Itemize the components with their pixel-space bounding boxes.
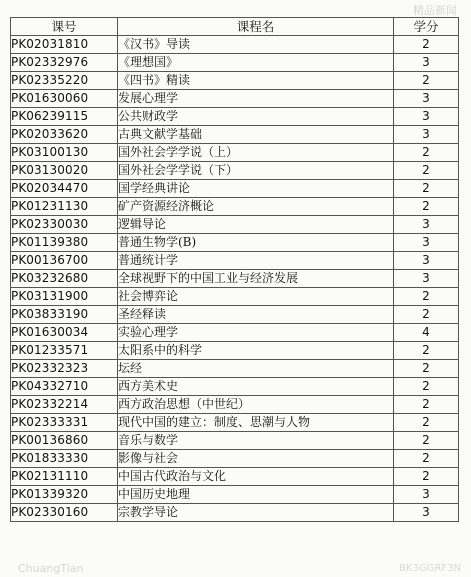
- credits-cell: 2: [394, 450, 459, 468]
- course-table-header: [11, 18, 459, 36]
- table-row: [11, 270, 459, 288]
- course-name-cell: 《汉书》导读: [118, 36, 394, 54]
- course-name-cell: 矿产资源经济概论: [118, 198, 394, 216]
- course-name-cell: 影像与社会: [118, 450, 394, 468]
- course-name-cell: 《四书》精读: [118, 72, 394, 90]
- course-id-cell: PK00136860: [11, 432, 118, 450]
- table-row: [11, 468, 459, 486]
- table-row: [11, 378, 459, 396]
- credits-cell: 2: [394, 36, 459, 54]
- table-row: [11, 306, 459, 324]
- table-row: [11, 216, 459, 234]
- course-id-cell: PK02330030: [11, 216, 118, 234]
- course-id-cell: PK02131110: [11, 468, 118, 486]
- header-credits: 学分: [394, 18, 459, 36]
- course-name-cell: 国外社会学学说（下）: [118, 162, 394, 180]
- course-id-cell: PK03100130: [11, 144, 118, 162]
- course-table-body: [11, 36, 459, 522]
- table-row: [11, 432, 459, 450]
- course-name-cell: 普通统计学: [118, 252, 394, 270]
- credits-cell: 3: [394, 54, 459, 72]
- course-name-cell: 普通生物学(B): [118, 234, 394, 252]
- credits-cell: 3: [394, 126, 459, 144]
- credits-cell: 3: [394, 234, 459, 252]
- table-row: [11, 90, 459, 108]
- course-name-cell: 古典文献学基础: [118, 126, 394, 144]
- course-id-cell: PK01630034: [11, 324, 118, 342]
- credits-cell: 2: [394, 72, 459, 90]
- table-row: [11, 234, 459, 252]
- credits-cell: 3: [394, 486, 459, 504]
- credits-cell: 3: [394, 108, 459, 126]
- course-id-cell: PK00136700: [11, 252, 118, 270]
- course-id-cell: PK03232680: [11, 270, 118, 288]
- credits-cell: 2: [394, 432, 459, 450]
- watermark-top: 精品新闻: [413, 4, 457, 17]
- credits-cell: 3: [394, 270, 459, 288]
- course-id-cell: PK02330160: [11, 504, 118, 522]
- table-row: [11, 360, 459, 378]
- course-name-cell: 西方美术史: [118, 378, 394, 396]
- course-id-cell: PK02033620: [11, 126, 118, 144]
- table-row: [11, 342, 459, 360]
- table-row: [11, 180, 459, 198]
- course-id-cell: PK04332710: [11, 378, 118, 396]
- table-row: [11, 486, 459, 504]
- course-id-cell: PK03833190: [11, 306, 118, 324]
- credits-cell: 2: [394, 306, 459, 324]
- course-id-cell: PK02332323: [11, 360, 118, 378]
- header-course-id: 课号: [11, 18, 118, 36]
- course-name-cell: 逻辑导论: [118, 216, 394, 234]
- table-row: [11, 324, 459, 342]
- course-name-cell: 发展心理学: [118, 90, 394, 108]
- credits-cell: 2: [394, 144, 459, 162]
- credits-cell: 3: [394, 216, 459, 234]
- table-row: [11, 288, 459, 306]
- course-id-cell: PK06239115: [11, 108, 118, 126]
- credits-cell: 2: [394, 198, 459, 216]
- course-id-cell: PK01233571: [11, 342, 118, 360]
- course-table: [10, 17, 459, 522]
- table-row: [11, 126, 459, 144]
- course-id-cell: PK03130020: [11, 162, 118, 180]
- course-name-cell: 国外社会学学说（上）: [118, 144, 394, 162]
- watermark-bottom-right: BK3GGRF3N: [399, 563, 461, 574]
- table-row: [11, 144, 459, 162]
- course-name-cell: 现代中国的建立：制度、思潮与人物: [118, 414, 394, 432]
- credits-cell: 3: [394, 90, 459, 108]
- course-id-cell: PK02031810: [11, 36, 118, 54]
- credits-cell: 2: [394, 378, 459, 396]
- course-id-cell: PK02333331: [11, 414, 118, 432]
- credits-cell: 2: [394, 468, 459, 486]
- table-row: [11, 414, 459, 432]
- table-row: [11, 72, 459, 90]
- course-id-cell: PK01139380: [11, 234, 118, 252]
- course-id-cell: PK01339320: [11, 486, 118, 504]
- course-id-cell: PK02332976: [11, 54, 118, 72]
- credits-cell: 2: [394, 396, 459, 414]
- watermark-bottom-left: ChuangTian: [18, 562, 84, 575]
- course-name-cell: 中国古代政治与文化: [118, 468, 394, 486]
- credits-cell: 2: [394, 342, 459, 360]
- course-name-cell: 西方政治思想（中世纪）: [118, 396, 394, 414]
- course-name-cell: 圣经释读: [118, 306, 394, 324]
- credits-cell: 3: [394, 252, 459, 270]
- table-row: [11, 396, 459, 414]
- course-name-cell: 宗教学导论: [118, 504, 394, 522]
- course-name-cell: 全球视野下的中国工业与经济发展: [118, 270, 394, 288]
- table-row: [11, 36, 459, 54]
- credits-cell: 3: [394, 504, 459, 522]
- header-row: [11, 18, 459, 36]
- credits-cell: 2: [394, 288, 459, 306]
- course-id-cell: PK02332214: [11, 396, 118, 414]
- credits-cell: 4: [394, 324, 459, 342]
- credits-cell: 2: [394, 414, 459, 432]
- table-row: [11, 198, 459, 216]
- course-name-cell: 太阳系中的科学: [118, 342, 394, 360]
- course-name-cell: 音乐与数学: [118, 432, 394, 450]
- course-id-cell: PK01630060: [11, 90, 118, 108]
- course-name-cell: 中国历史地理: [118, 486, 394, 504]
- credits-cell: 2: [394, 162, 459, 180]
- course-name-cell: 《理想国》: [118, 54, 394, 72]
- table-row: [11, 450, 459, 468]
- course-name-cell: 社会博弈论: [118, 288, 394, 306]
- header-course-name: 课程名: [118, 18, 394, 36]
- credits-cell: 2: [394, 360, 459, 378]
- table-row: [11, 252, 459, 270]
- course-id-cell: PK03131900: [11, 288, 118, 306]
- course-name-cell: 实验心理学: [118, 324, 394, 342]
- credits-cell: 2: [394, 180, 459, 198]
- table-row: [11, 162, 459, 180]
- course-id-cell: PK01833330: [11, 450, 118, 468]
- course-name-cell: 国学经典讲论: [118, 180, 394, 198]
- table-row: [11, 108, 459, 126]
- table-row: [11, 54, 459, 72]
- table-row: [11, 504, 459, 522]
- course-id-cell: PK02335220: [11, 72, 118, 90]
- course-name-cell: 公共财政学: [118, 108, 394, 126]
- course-name-cell: 坛经: [118, 360, 394, 378]
- course-id-cell: PK02034470: [11, 180, 118, 198]
- course-id-cell: PK01231130: [11, 198, 118, 216]
